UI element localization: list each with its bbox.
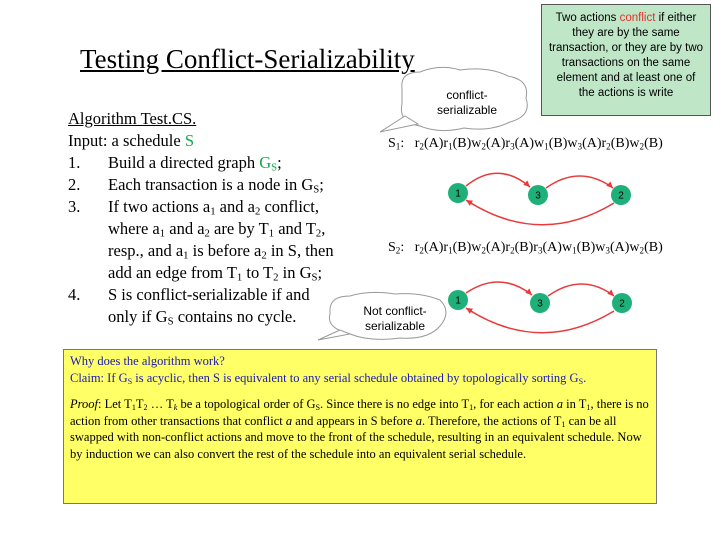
step-number: 1. — [68, 153, 81, 172]
algorithm-heading: Algorithm Test.CS. — [68, 109, 197, 128]
operation: r — [443, 240, 449, 255]
subscript: 3 — [577, 141, 583, 152]
subscript: 1 — [544, 141, 549, 152]
graph-edge — [548, 284, 614, 296]
operand: (B) — [548, 136, 568, 151]
subscript: k — [173, 403, 178, 413]
subscript: 2 — [254, 205, 261, 218]
text-span: where a — [108, 219, 160, 238]
subscript: 2 — [395, 245, 401, 256]
subscript: 3 — [605, 245, 610, 256]
operation: w — [629, 136, 640, 151]
italic-text: a — [415, 413, 422, 428]
subscript: 1 — [561, 419, 566, 429]
bubble-line: serializable — [364, 319, 426, 333]
subscript: 1 — [210, 205, 216, 218]
subscript: 2 — [639, 245, 645, 256]
subscript: 1 — [572, 245, 577, 256]
graph1-nodes — [448, 183, 631, 205]
schedule-label: S — [388, 136, 396, 151]
graph-node-label: 2 — [618, 190, 624, 202]
subscript: 1 — [159, 227, 166, 240]
text-span: in S, then — [266, 241, 334, 260]
graph-edge — [466, 173, 530, 187]
text-span: are by T — [209, 219, 269, 238]
operation: w — [629, 240, 640, 255]
operation: r — [505, 136, 511, 151]
subscript: 1 — [236, 271, 243, 284]
operand: (A) — [485, 240, 506, 255]
text-span: ; — [317, 263, 323, 282]
subscript: 2 — [639, 141, 645, 152]
claim-proof — [70, 396, 650, 462]
operand: (B) — [644, 240, 663, 255]
subscript: 1 — [448, 141, 453, 152]
text-span: and a — [165, 219, 205, 238]
subscript: S — [313, 183, 320, 196]
claim-text: is acyclic, then S is equivalent to any serial schedule obtained by topologically sorting G — [132, 370, 579, 385]
text-span: , there is no action from other transactions that conflict — [70, 397, 649, 428]
bubble-line: conflict- — [446, 88, 488, 102]
subscript: 2 — [204, 227, 210, 240]
text-span: and appears in S before — [292, 413, 416, 428]
text-span: in G — [278, 263, 312, 282]
text-span: , — [321, 219, 326, 238]
text-span: … T — [147, 397, 174, 411]
page-title: Testing Conflict-Serializability — [80, 44, 415, 74]
text-span: Each transaction is a node in G — [108, 175, 314, 194]
operand: (A) — [423, 136, 444, 151]
text-span: : Let T — [98, 397, 132, 411]
algorithm-input: Input: a schedule S — [68, 131, 195, 150]
text-span: and a — [215, 197, 255, 216]
operation: r — [414, 240, 420, 255]
subscript: 2 — [143, 403, 148, 413]
operand: (B) — [576, 240, 596, 255]
subscript: 2 — [419, 245, 424, 256]
claim-box — [63, 349, 657, 504]
colon: : — [400, 136, 415, 151]
graph-node-label: 2 — [619, 298, 625, 310]
operation: w — [471, 240, 482, 255]
subscript: 2 — [419, 141, 424, 152]
highlight-text: conflict — [619, 12, 656, 24]
text-span: to T — [242, 263, 274, 282]
claim-text: . — [583, 370, 587, 385]
operand: (B) — [514, 240, 534, 255]
subscript: 1 — [448, 245, 453, 256]
operation: r — [601, 136, 607, 151]
text-span: if either they are by the same transaction, or they are by two transactions on the same element and at least one of the actions is write — [548, 12, 704, 99]
text-span: can be all swapped with non-conflict actions and move to the front of the schedule, resulting in an equivalent schedule. Now by induction we can also convert the rest of the schedule into an equivalent serial schedule. — [70, 413, 642, 461]
subscript: S — [127, 376, 133, 386]
text-span: be a topological order of G — [177, 397, 316, 411]
operand: (A) — [514, 136, 535, 151]
step-number: 3. — [68, 197, 81, 216]
text-span: ; — [319, 175, 324, 194]
italic-text: a — [556, 397, 564, 411]
operation: r — [414, 136, 420, 151]
operation: w — [595, 240, 606, 255]
graph-node-label: 3 — [537, 298, 543, 310]
text-span: resp., and a — [108, 241, 184, 260]
text-span: and T — [274, 219, 316, 238]
subscript: S — [167, 315, 174, 328]
claim-text: Claim: If G — [70, 370, 128, 385]
graph-edge — [466, 282, 532, 295]
text-span: only if G — [108, 307, 168, 326]
operation: w — [534, 136, 545, 151]
subscript: 1 — [395, 141, 401, 152]
edge-arrowhead — [523, 180, 530, 187]
graph-edge — [546, 176, 613, 188]
subscript: 2 — [481, 245, 486, 256]
subscript: 1 — [131, 403, 136, 413]
text-span: . Since there is no edge into T — [320, 397, 470, 411]
highlight-text: G — [259, 153, 272, 172]
subscript: 2 — [606, 141, 611, 152]
subscript: S — [311, 271, 318, 284]
graph2-nodes — [448, 290, 632, 313]
text-span: is before a — [188, 241, 262, 260]
subscript: 1 — [469, 403, 474, 413]
text-span: , for each action — [473, 397, 557, 411]
subscript: 2 — [273, 271, 279, 284]
schedule-label: S — [388, 240, 396, 255]
subscript: 1 — [183, 249, 189, 262]
text-span: If two actions a — [108, 197, 211, 216]
operand: (A) — [423, 240, 444, 255]
text-span: ; — [277, 153, 282, 172]
subscript: 3 — [510, 141, 515, 152]
text-span: in T — [563, 397, 587, 411]
bubble-line: Not conflict- — [363, 304, 427, 318]
operand: (B) — [452, 136, 472, 151]
operation: r — [505, 240, 511, 255]
text-span: . Therefore, the actions of T — [421, 413, 562, 428]
bubble-top-text — [412, 88, 522, 118]
graph-node-label: 1 — [455, 295, 461, 307]
subscript: 1 — [586, 403, 591, 413]
claim-statement — [70, 370, 650, 387]
schedule-s1 — [388, 136, 663, 152]
subscript: S — [578, 376, 584, 386]
bubble-bottom-text — [340, 304, 450, 334]
operation: r — [533, 240, 538, 255]
text-span: T — [135, 397, 144, 411]
text-span: Two actions — [555, 12, 620, 24]
operation: r — [443, 136, 449, 151]
operand: (B) — [610, 136, 630, 151]
colon: : — [400, 240, 415, 255]
subscript: S — [315, 403, 321, 413]
subscript: 2 — [315, 227, 322, 240]
operation: w — [561, 240, 573, 255]
subscript: 1 — [268, 227, 275, 240]
italic-text: a — [285, 413, 293, 428]
subscript: 2 — [261, 249, 267, 262]
operand: (A) — [609, 240, 630, 255]
subscript: S — [271, 161, 278, 174]
subscript: 2 — [481, 141, 486, 152]
text-span: contains no cycle. — [173, 307, 297, 326]
operand: (A) — [542, 240, 562, 255]
text-span: Build a directed graph — [108, 153, 260, 172]
operation: w — [567, 136, 578, 151]
step-number: 4. — [68, 285, 81, 304]
text-span: add an edge from T — [108, 263, 237, 282]
subscript: 2 — [510, 245, 515, 256]
operand: (A) — [582, 136, 602, 151]
operand: (A) — [485, 136, 506, 151]
claim-question: Why does the algorithm work? — [70, 354, 225, 368]
graph-node-label: 1 — [455, 188, 461, 200]
subscript: 3 — [537, 245, 543, 256]
graph-node-label: 3 — [535, 190, 541, 202]
text-span: conflict, — [260, 197, 319, 216]
operand: (B) — [644, 136, 663, 151]
text-span: S is conflict-serializable if and — [108, 285, 310, 304]
bubble-line: serializable — [436, 103, 498, 117]
operand: (B) — [452, 240, 472, 255]
italic-text: Proof — [70, 397, 99, 411]
operation: w — [471, 136, 482, 151]
step-number: 2. — [68, 175, 81, 194]
schedule-s2 — [388, 240, 663, 256]
